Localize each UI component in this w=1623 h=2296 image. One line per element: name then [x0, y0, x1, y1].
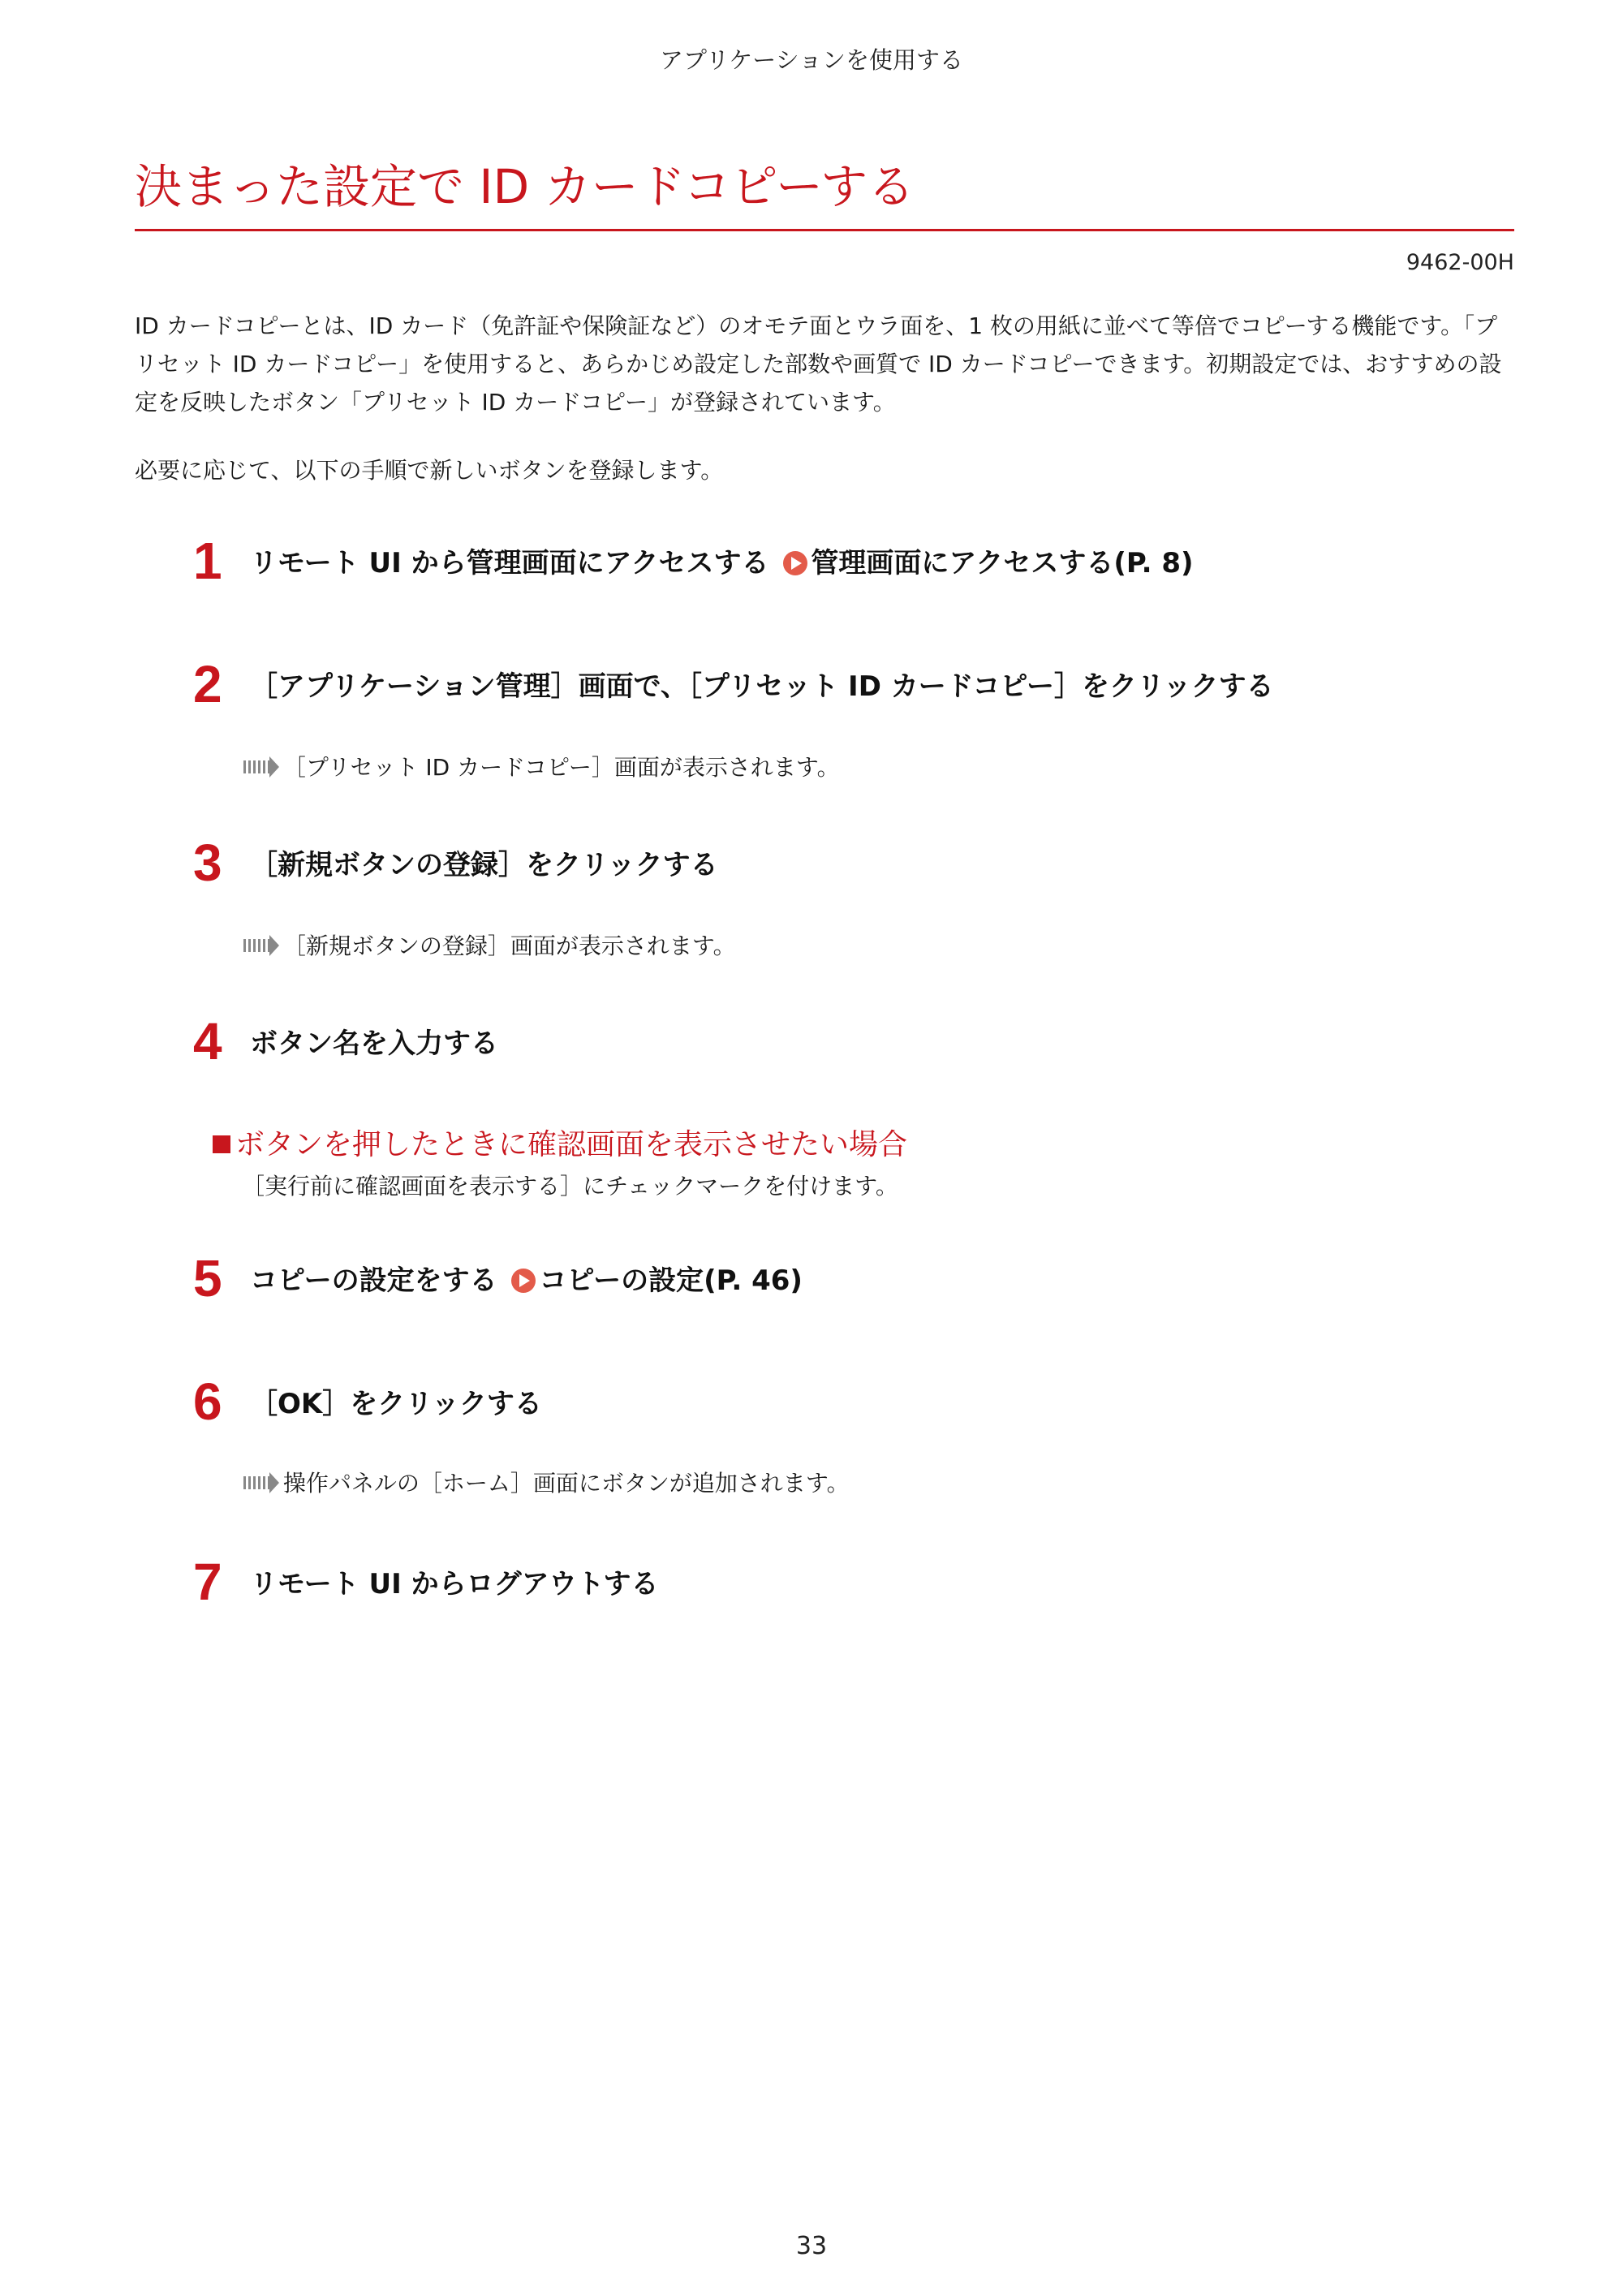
step-number: 1 — [193, 532, 222, 590]
page-title: 決まった設定で ID カードコピーする — [135, 159, 915, 214]
sub-heading-text: ボタンを押したときに確認画面を表示させたい場合 — [235, 1128, 908, 1161]
result-arrow-icon — [243, 760, 271, 773]
result-text: ［プリセット ID カードコピー］画面が表示されます。 — [282, 754, 840, 781]
step-text: ［アプリケーション管理］画面で、［プリセット ID カードコピー］をクリックする — [250, 670, 1274, 703]
step-label: リモート UI から管理画面にアクセスする — [250, 547, 769, 579]
sub-section-body: ［実行前に確認画面を表示する］にチェックマークを付けます。 — [242, 1173, 898, 1200]
step-number: 3 — [193, 834, 222, 892]
step-text: リモート UI からログアウトする — [250, 1568, 659, 1600]
title-rule — [135, 229, 1514, 231]
step-text: ［OK］をクリックする — [250, 1388, 542, 1420]
result-text: 操作パネルの［ホーム］画面にボタンが追加されます。 — [282, 1470, 850, 1497]
step-text — [250, 1258, 803, 1298]
step-link[interactable]: 管理画面にアクセスする(P. 8) — [811, 547, 1194, 579]
result-arrow-icon — [243, 1476, 271, 1489]
arrow-circle-icon — [783, 551, 807, 575]
step-label: コピーの設定をする — [250, 1264, 497, 1297]
step-number: 4 — [193, 1012, 222, 1070]
running-header: アプリケーションを使用する — [659, 46, 964, 74]
square-bullet-icon — [213, 1135, 230, 1153]
doc-id: 9462-00H — [1406, 250, 1514, 275]
intro-paragraph: ID カードコピーとは、ID カード（免許証や保険証など）のオモテ面とウラ面を、1 枚の用紙に並べて等倍でコピーする機能です。「プリセット ID カードコピー」を使用すると、あらかじめ設定した部数や画質で ID カードコピーできます。初期設定では、おすすめの設定を反映したボタン「プリセット ID カードコピー」が登録されています。 — [135, 312, 1502, 416]
step-result — [243, 1466, 850, 1498]
step-result — [243, 750, 840, 782]
step-number: 6 — [193, 1372, 222, 1431]
step-result — [243, 928, 736, 961]
step-number: 7 — [193, 1553, 222, 1611]
result-arrow-icon — [243, 939, 271, 952]
step-number: 5 — [193, 1249, 222, 1307]
step-text: ボタン名を入力する — [250, 1027, 498, 1060]
step-number: 2 — [193, 655, 222, 713]
intro-note: 必要に応じて、以下の手順で新しいボタンを登録します。 — [135, 457, 724, 484]
result-text: ［新規ボタンの登録］画面が表示されます。 — [282, 933, 736, 959]
step-text: ［新規ボタンの登録］をクリックする — [250, 849, 718, 881]
step-text — [250, 541, 1194, 580]
arrow-circle-icon — [511, 1269, 536, 1293]
step-link[interactable]: コピーの設定(P. 46) — [539, 1264, 803, 1297]
sub-section-heading — [213, 1122, 907, 1163]
page-number: 33 — [795, 2232, 828, 2260]
